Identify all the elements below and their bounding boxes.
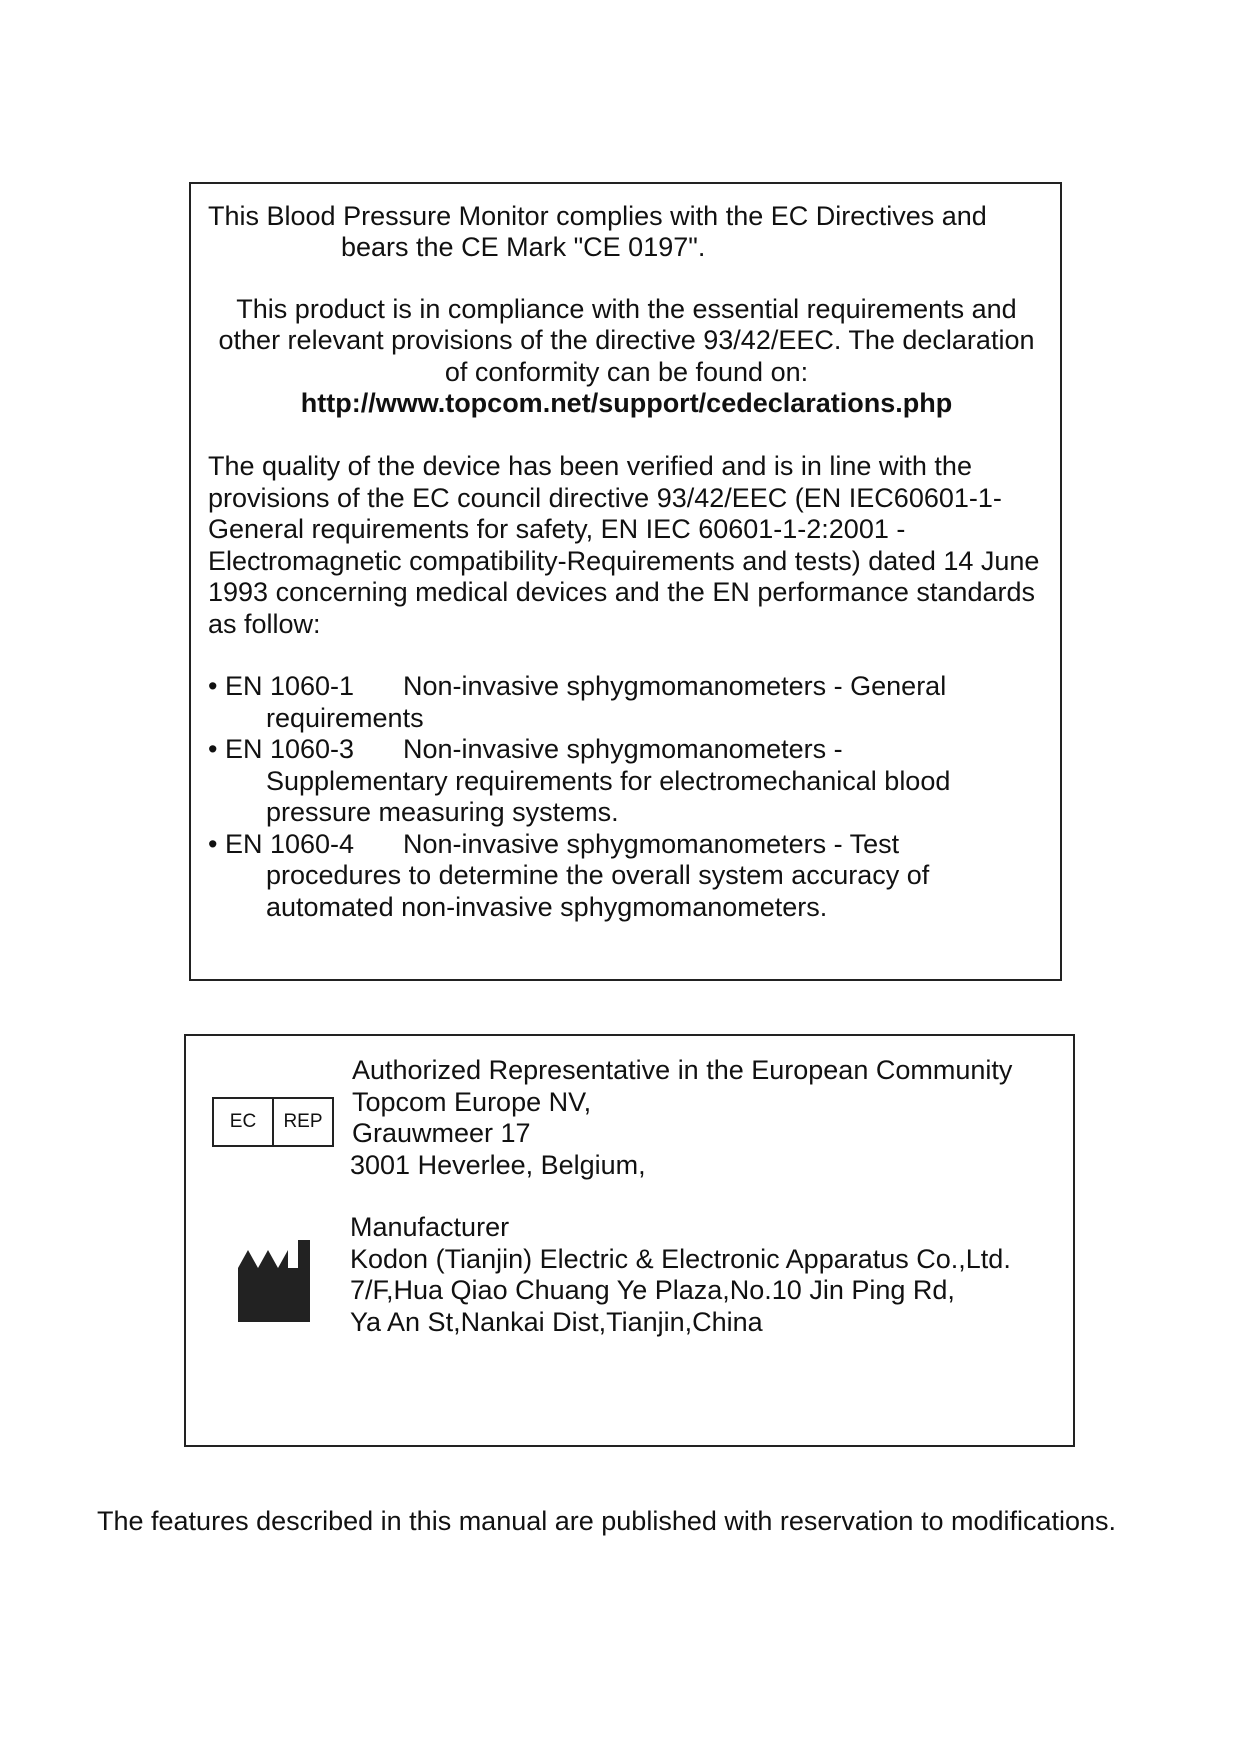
quality-line: Electromagnetic compatibility-Requirements and tests) dated 14 June bbox=[208, 545, 1040, 576]
compliance-intro-line2: bears the CE Mark "CE 0197". bbox=[341, 232, 706, 262]
declaration-url-link[interactable]: http://www.topcom.net/support/cedeclarations.php bbox=[300, 388, 953, 418]
standard-title: Non-invasive sphygmomanometers - Test bbox=[402, 829, 900, 859]
standard-continuation: requirements bbox=[266, 703, 424, 733]
footer-note: The features described in this manual are published with reservation to modifications. bbox=[97, 1506, 1117, 1536]
manufacturer-line: Kodon (Tianjin) Electric & Electronic Apparatus Co.,Ltd. bbox=[350, 1244, 1011, 1274]
manufacturer-line: 7/F,Hua Qiao Chuang Ye Plaza,No.10 Jin Ping Rd, bbox=[350, 1275, 955, 1305]
quality-line: The quality of the device has been verified and is in line with the bbox=[208, 451, 972, 481]
product-compliance-line2: other relevant provisions of the directive 93/42/EEC. The declaration bbox=[218, 325, 1035, 355]
representative-heading: Authorized Representative in the European Community bbox=[352, 1055, 1013, 1085]
quality-line: as follow: bbox=[208, 608, 321, 639]
quality-line: provisions of the EC council directive 93/42/EEC (EN IEC60601-1- bbox=[208, 482, 1002, 513]
quality-line: 1993 concerning medical devices and the EN performance standards bbox=[208, 577, 1035, 607]
quality-paragraph bbox=[208, 451, 1039, 640]
product-compliance-line3: of conformity can be found on: bbox=[444, 357, 809, 387]
standard-continuation: Supplementary requirements for electromechanical blood bbox=[266, 766, 951, 796]
standard-code: EN 1060-4 bbox=[224, 829, 355, 859]
representative-manufacturer-box bbox=[184, 1034, 1075, 1447]
standard-continuation: procedures to determine the overall system accuracy of bbox=[266, 860, 930, 890]
factory-icon bbox=[238, 1240, 310, 1322]
standard-item: • EN 1060-3 Non-invasive sphygmomanometers - bbox=[208, 734, 843, 764]
standard-title: Non-invasive sphygmomanometers - General bbox=[402, 671, 947, 701]
standard-item: • EN 1060-1 Non-invasive sphygmomanometers - General bbox=[208, 671, 947, 701]
quality-line: General requirements for safety, EN IEC 60601-1-2:2001 - bbox=[208, 514, 906, 544]
ec-rep-right: REP bbox=[283, 1111, 323, 1132]
standard-continuation: automated non-invasive sphygmomanometers. bbox=[266, 892, 828, 922]
representative-line: 3001 Heverlee, Belgium, bbox=[350, 1150, 646, 1180]
manufacturer-heading: Manufacturer bbox=[350, 1212, 510, 1242]
standard-continuation: pressure measuring systems. bbox=[266, 797, 619, 827]
compliance-intro-line1: This Blood Pressure Monitor complies with the EC Directives and bbox=[208, 201, 987, 231]
representative-line: Grauwmeer 17 bbox=[352, 1118, 531, 1148]
standard-title: Non-invasive sphygmomanometers - bbox=[402, 734, 843, 764]
standard-item: • EN 1060-4 Non-invasive sphygmomanometers - Test bbox=[208, 829, 900, 859]
ec-rep-icon bbox=[212, 1097, 334, 1147]
ec-rep-left: EC bbox=[214, 1099, 274, 1145]
manufacturer-line: Ya An St,Nankai Dist,Tianjin,China bbox=[350, 1307, 763, 1337]
product-compliance-line1: This product is in compliance with the essential requirements and bbox=[236, 294, 1017, 324]
representative-line: Topcom Europe NV, bbox=[352, 1087, 592, 1117]
standard-code: EN 1060-3 bbox=[224, 734, 355, 764]
standard-code: EN 1060-1 bbox=[224, 671, 355, 701]
